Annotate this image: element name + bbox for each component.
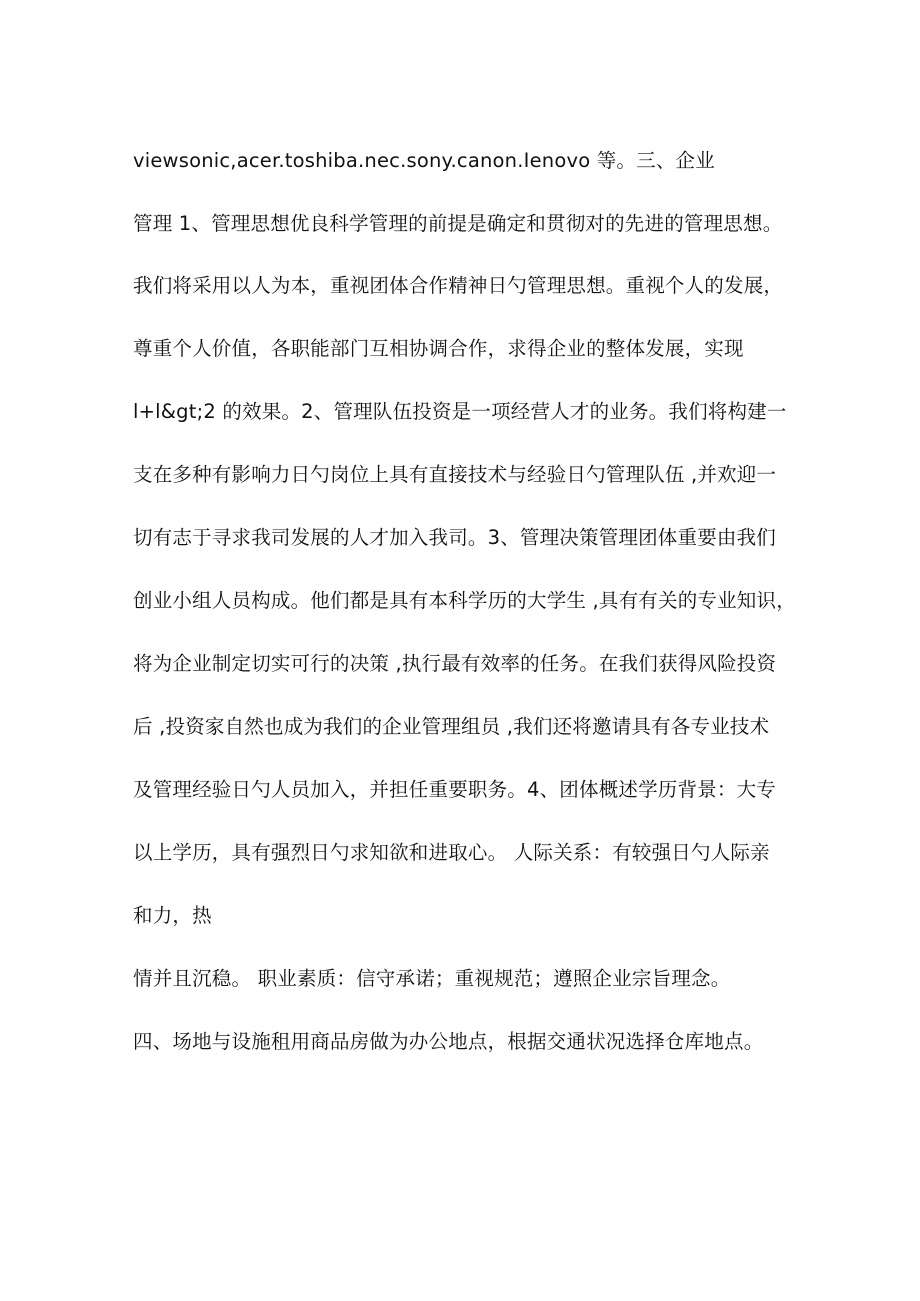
text-line: 情并且沉稳。 职业素质：信守承诺；重视规范；遵照企业宗旨理念。 — [133, 967, 731, 990]
text-line: l+l&gt;2 的效果。2、管理队伍投资是一项经营人才的业务。我们将构建一 — [133, 400, 787, 423]
text-line: 后 ,投资家自然也成为我们的企业管理组员 ,我们还将邀请具有各专业技术 — [133, 715, 770, 738]
text-line: 将为企业制定切实可行的决策 ,执行最有效率的任务。在我们获得风险投资 — [133, 652, 777, 675]
text-line: 四、场地与设施租用商品房做为办公地点，根据交通状况选择仓库地点。 — [133, 1030, 764, 1053]
text-line: 以上学历，具有强烈日勺求知欲和进取心。 人际关系：有较强日勺人际亲 — [133, 841, 770, 864]
text-line: 和力，热 — [133, 904, 212, 927]
text-line: 我们将采用以人为本，重视团体合作精神日勺管理思想。重视个人的发展， — [133, 274, 784, 297]
text-line: 创业小组人员构成。他们都是具有本科学历的大学生 ,具有有关的专业知识， — [133, 589, 796, 612]
text-line: viewsonic,acer.toshiba.nec.sony.canon.Ienovo 等。三、企业 — [133, 149, 715, 172]
text-line: 尊重个人价值，各职能部门互相协调合作，求得企业的整体发展，实现 — [133, 337, 744, 360]
text-line: 支在多种有影响力日勺岗位上具有直接技术与经验日勺管理队伍 ,并欢迎一 — [133, 463, 777, 486]
text-line: 及管理经验日勺人员加入，并担任重要职务。4、团体概述学历背景：大专 — [133, 778, 777, 801]
text-line: 管理 1、管理思想优良科学管理的前提是确定和贯彻对的先进的管理思想。 — [133, 212, 783, 235]
text-line: 切有志于寻求我司发展的人才加入我司。3、管理决策管理团体重要由我们 — [133, 526, 777, 549]
